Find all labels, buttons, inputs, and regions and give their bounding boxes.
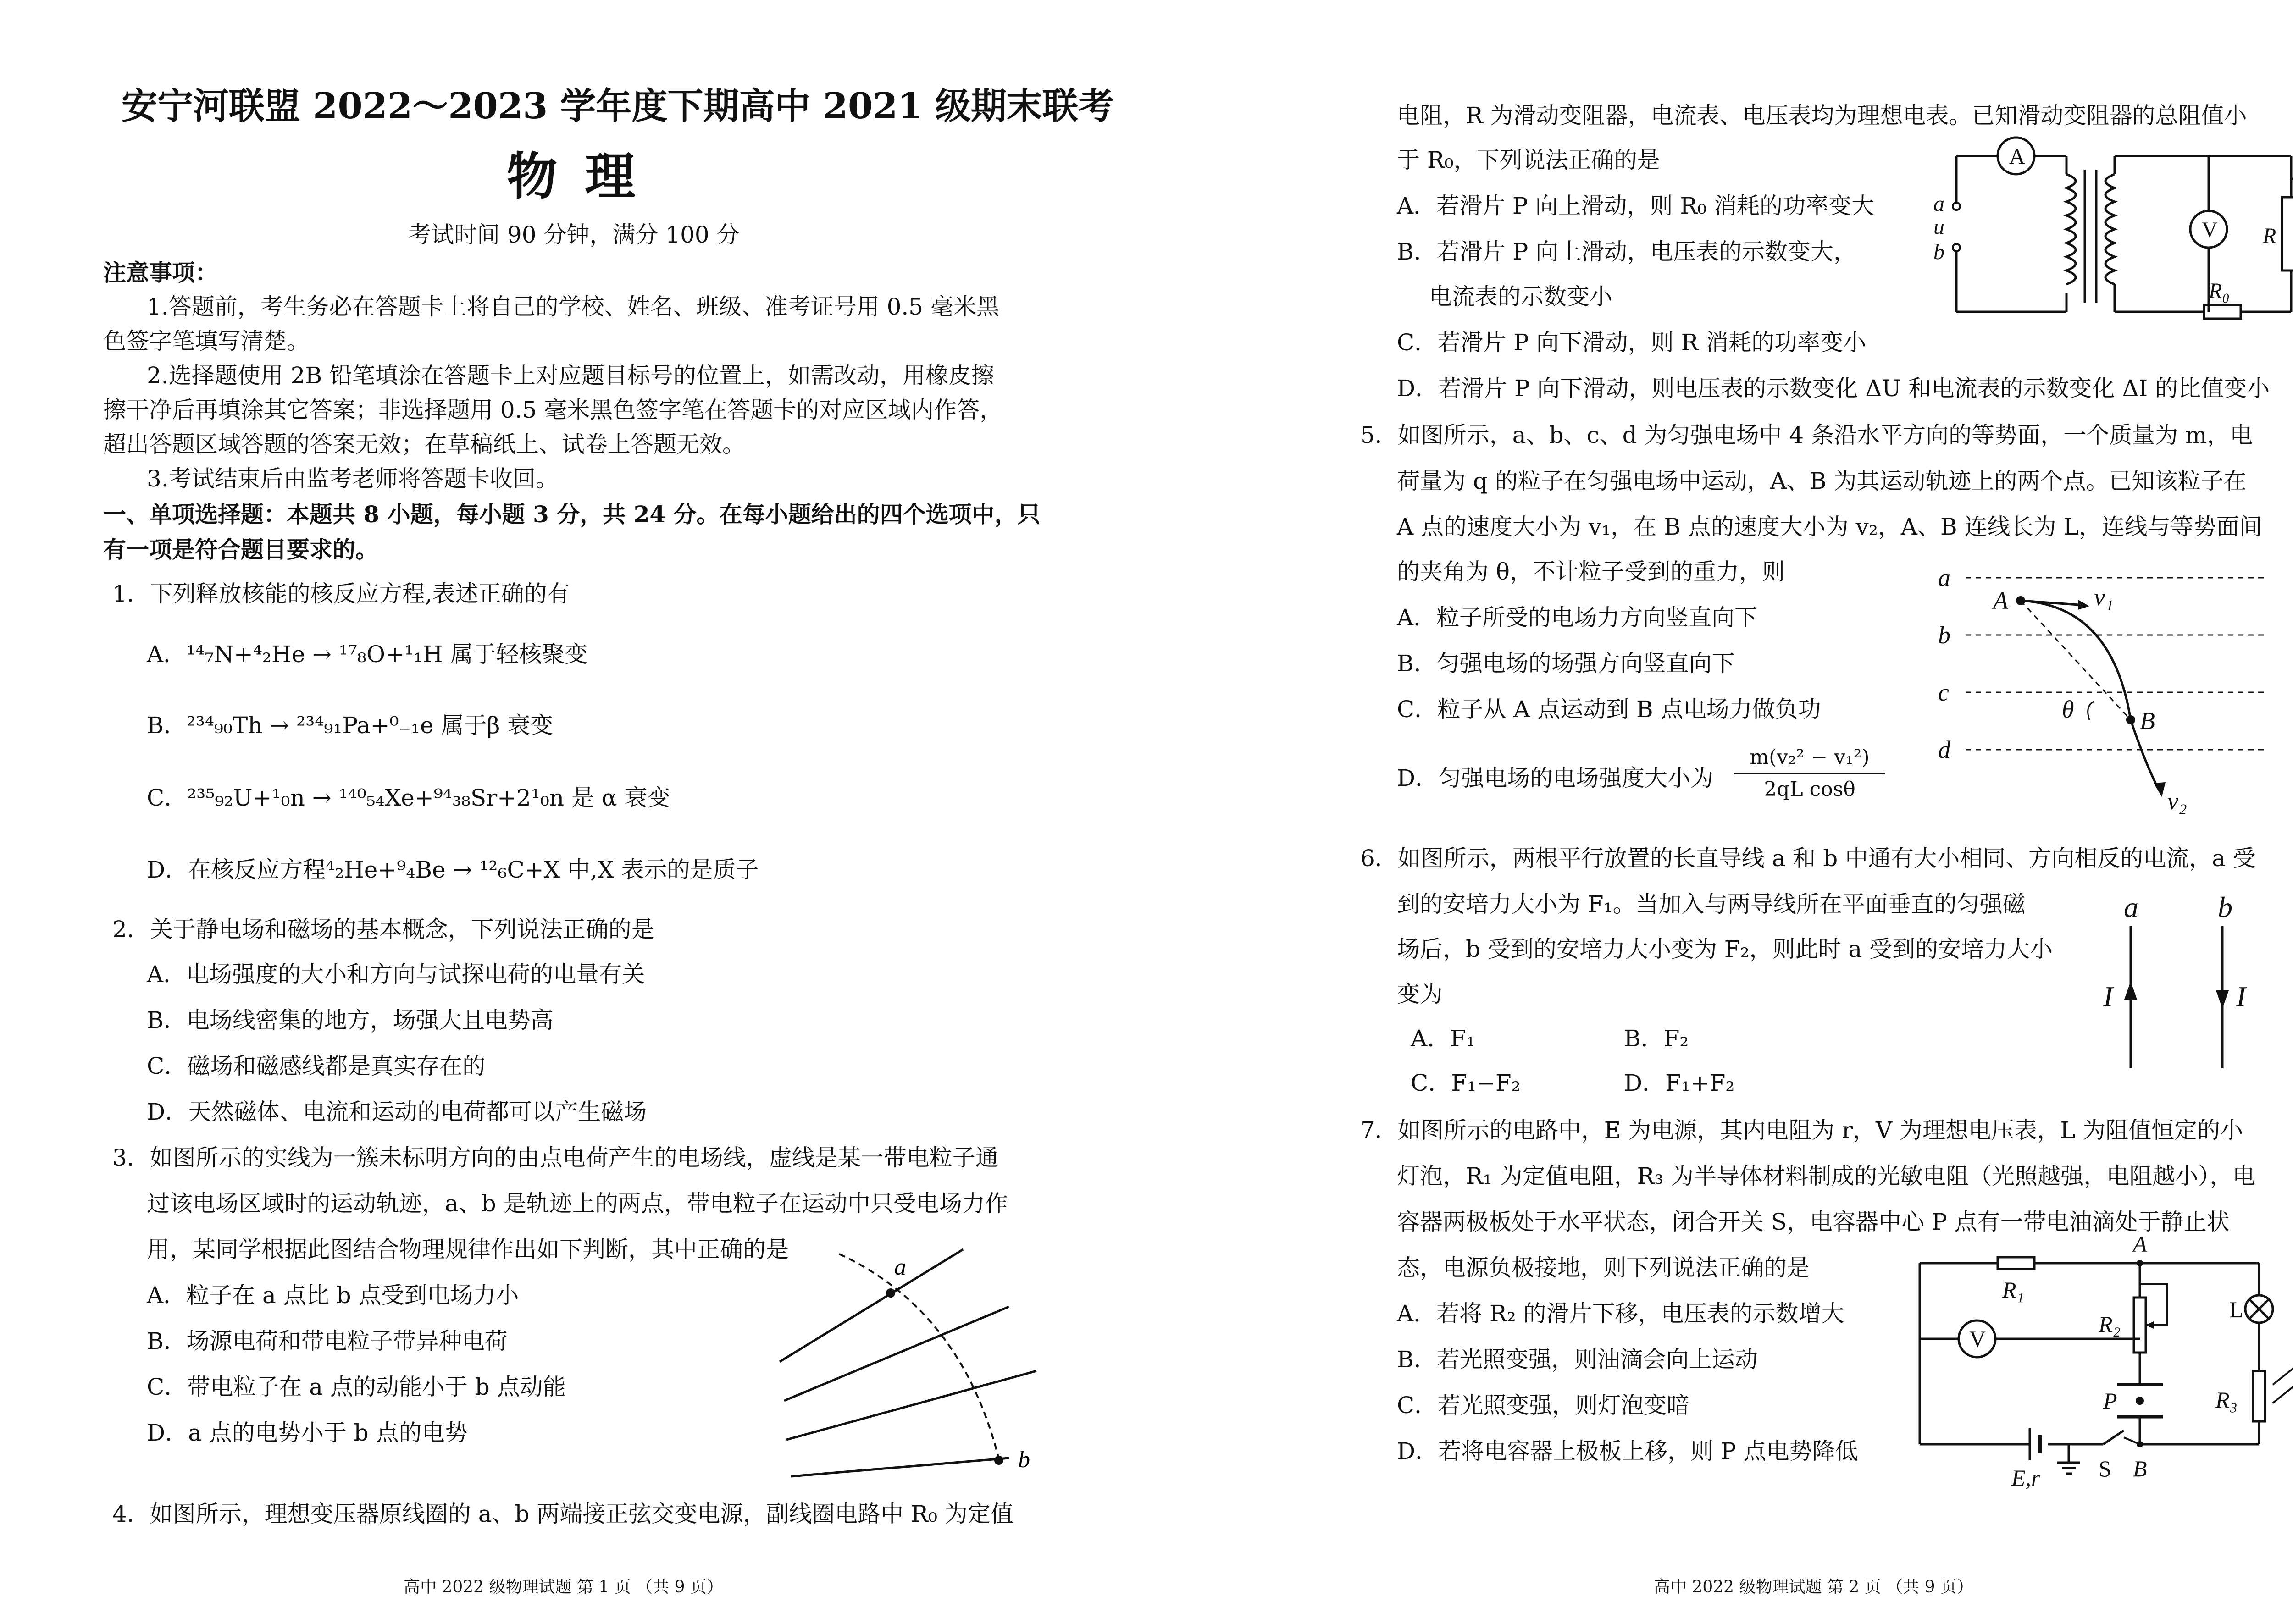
point-P-label: P (2103, 1388, 2117, 1414)
question-3-stem: 3．如图所示的实线为一簇未标明方向的由点电荷产生的电场线，虚线是某一带电粒子通 (112, 1144, 998, 1171)
point-a (886, 1288, 895, 1298)
label-c: c (1938, 679, 1949, 706)
angle-arc (2088, 702, 2094, 720)
lamp-label: L (2229, 1297, 2243, 1322)
question-4-stem: 电阻，R 为滑动变阻器，电流表、电压表均为理想电表。已知滑动变阻器的总阻值小 (1397, 102, 2247, 129)
question-1-stem: 1．下列释放核能的核反应方程,表述正确的有 (112, 580, 570, 607)
terminal-a-label: a (1933, 192, 1944, 216)
section-heading: 一、单项选择题：本题共 8 小题，每小题 3 分，共 24 分。在每小题给出的四个选项中，只 (103, 501, 1041, 528)
question-3-option-c: C．带电粒子在 a 点的动能小于 b 点动能 (147, 1374, 566, 1400)
question-3-option-b: B．场源电荷和带电粒子带异种电荷 (147, 1328, 508, 1354)
resistor-R1 (1998, 1257, 2034, 1269)
point-B-label: B (2140, 707, 2155, 735)
question-4-option-d: D．若滑片 P 向下滑动，则电压表的示数变化 ΔU 和电流表的示数变化 ΔI 的比值变小 (1397, 375, 2270, 402)
node-B-label: B (2133, 1456, 2147, 1481)
current-a-label: I (2103, 980, 2113, 1013)
ammeter-label: A (2009, 144, 2025, 169)
question-5-stem: 的夹角为 θ，不计粒子受到的重力，则 (1397, 558, 1785, 585)
oil-drop-P (2136, 1397, 2144, 1405)
note-line: 色签字笔填写清楚。 (103, 328, 310, 354)
question-6-option-c: C．F₁−F₂ (1411, 1070, 1521, 1096)
v1-label: v₁ (2094, 583, 2114, 611)
question-4-stem: 于 R₀，下列说法正确的是 (1397, 147, 1660, 173)
note-line: 超出答题区域答题的答案无效；在草稿纸上、试卷上答题无效。 (103, 431, 745, 458)
question-2-stem: 2．关于静电场和磁场的基本概念，下列说法正确的是 (112, 916, 654, 943)
section-heading: 有一项是符合题目要求的。 (103, 536, 378, 563)
r2-label: R₂ (2099, 1311, 2121, 1337)
question-4-option-b: B．若滑片 P 向上滑动，电压表的示数变大， (1397, 238, 1857, 265)
note-line: 2.选择题使用 2B 铅笔填涂在答题卡上对应题目标号的位置上，如需改动，用橡皮擦 (147, 362, 995, 389)
r1-label: R₁ (2002, 1277, 2024, 1303)
subject-heading: 物理 (507, 147, 663, 206)
exam-page-2 (1186, 0, 2293, 1624)
question-4-option-a: A．若滑片 P 向上滑动，则 R₀ 消耗的功率变大 (1397, 193, 1875, 219)
exam-info: 考试时间 90 分钟，满分 100 分 (408, 221, 740, 248)
note-line: 3.考试结束后由监考老师将答题卡收回。 (147, 465, 559, 492)
voltmeter-label: V (2202, 218, 2218, 242)
question-7-stem: 态，电源负极接地，则下列说法正确的是 (1397, 1254, 1810, 1281)
field-line (780, 1249, 963, 1362)
question-7-stem: 容器两极板处于水平状态，闭合开关 S，电容器中心 P 点有一带电油滴处于静止状 (1397, 1209, 2230, 1235)
question-5-stem: A 点的速度大小为 v₁，在 B 点的速度大小为 v₂，A、B 连线长为 L，连线与等势面间 (1397, 514, 2262, 540)
question-4-figure (1920, 138, 2293, 330)
source-u-label: u (1933, 215, 1944, 239)
current-up-arrow (2124, 981, 2137, 1000)
question-3-figure (770, 1229, 1055, 1486)
primary-coil (2066, 174, 2076, 284)
question-5-figure (1938, 555, 2293, 815)
label-a: a (1938, 564, 1950, 591)
voltmeter-label: V (1969, 1326, 1986, 1352)
node-A-label: A (2133, 1231, 2147, 1257)
question-7-option-b: B．若光照变强，则油滴会向上运动 (1397, 1346, 1758, 1373)
question-4-option-c: C．若滑片 P 向下滑动，则 R 消耗的功率变小 (1397, 329, 1867, 356)
note-line: 擦干净后再填涂其它答案；非选择题用 0.5 毫米黑色签字笔在答题卡的对应区域内作答， (103, 397, 1003, 423)
question-7-stem: 7．如图所示的电路中，E 为电源，其内电阻为 r，V 为理想电压表，L 为阻值恒定的小 (1360, 1117, 2243, 1143)
question-3-stem: 过该电场区域时的运动轨迹，a、b 是轨迹上的两点，带电粒子在运动中只受电场力作 (147, 1190, 1008, 1217)
switch-label: S (2099, 1456, 2111, 1481)
question-5-stem: 5．如图所示，a、b、c、d 为匀强电场中 4 条沿水平方向的等势面，一个质量为 m，电 (1360, 422, 2253, 448)
question-5-option-d: D．匀强电场的电场强度大小为 (1397, 765, 1714, 791)
secondary-coil (2105, 174, 2115, 284)
field-line (786, 1371, 1036, 1440)
question-7-stem: 灯泡，R₁ 为定值电阻，R₃ 为半导体材料制成的光敏电阻（光照越强，电阻越小），电 (1397, 1163, 2256, 1189)
question-3-option-a: A．粒子在 a 点比 b 点受到电场力小 (147, 1282, 519, 1309)
question-5-stem: 荷量为 q 的粒子在匀强电场中运动，A、B 为其运动轨迹上的两个点。已知该粒子在 (1397, 468, 2247, 494)
label-b: b (1018, 1447, 1030, 1473)
question-4-option-b: 电流表的示数变小 (1429, 283, 1612, 310)
velocity-v1 (2021, 601, 2085, 605)
question-6-figure (2085, 891, 2268, 1077)
question-6-option-a: A．F₁ (1411, 1025, 1475, 1052)
point-A-label: A (1993, 587, 2008, 614)
trajectory (2021, 601, 2158, 789)
terminal-b-label: b (1933, 240, 1944, 264)
question-6-stem: 场后，b 受到的安培力大小变为 F₂，则此时 a 受到的安培力大小 (1397, 936, 2053, 962)
question-6-stem: 变为 (1397, 981, 1443, 1007)
question-7-figure (1892, 1233, 2293, 1490)
page-footer: 高中 2022 级物理试题 第 2 页 （共 9 页） (1654, 1578, 1973, 1596)
wire-a-label: a (2124, 891, 2138, 923)
question-2-option-a: A．电场强度的大小和方向与试探电荷的电量有关 (147, 961, 645, 988)
resistor-R2 (2134, 1298, 2146, 1353)
exam-title: 安宁河联盟 2022～2023 学年度下期高中 2021 级期末联考 (122, 85, 1114, 127)
r0-label: R₀ (2209, 279, 2230, 303)
question-2-option-c: C．磁场和磁感线都是真实存在的 (147, 1053, 486, 1079)
question-3-stem: 用，某同学根据此图结合物理规律作出如下判断，其中正确的是 (147, 1236, 789, 1263)
fraction-bar (1734, 773, 1885, 774)
question-5-option-a: A．粒子所受的电场力方向竖直向下 (1397, 604, 1758, 631)
current-down-arrow (2216, 990, 2229, 1009)
question-2-option-d: D．天然磁体、电流和运动的电荷都可以产生磁场 (147, 1099, 647, 1125)
question-1-option-a: A．¹⁴₇N+⁴₂He → ¹⁷₈O+¹₁H 属于轻核聚变 (147, 641, 588, 668)
rheostat-R (2282, 197, 2293, 271)
question-2-option-b: B．电场线密集的地方，场强大且电势高 (147, 1007, 554, 1033)
source-label: E,r (2011, 1465, 2040, 1491)
notes-heading: 注意事项： (103, 259, 218, 286)
question-5-option-b: B．匀强电场的场强方向竖直向下 (1397, 650, 1735, 677)
question-5-option-c: C．粒子从 A 点运动到 B 点电场力做负功 (1397, 696, 1821, 723)
question-6-stem: 到的安培力大小为 F₁。当加入与两导线所在平面垂直的匀强磁 (1397, 891, 2026, 917)
page-footer: 高中 2022 级物理试题 第 1 页 （共 9 页） (404, 1578, 723, 1596)
question-7-option-c: C．若光照变强，则灯泡变暗 (1397, 1392, 1690, 1419)
question-7-option-a: A．若将 R₂ 的滑片下移，电压表的示数增大 (1397, 1300, 1844, 1327)
question-6-option-d: D．F₁+F₂ (1624, 1070, 1735, 1096)
question-4-stem: 4．如图所示，理想变压器原线圈的 a、b 两端接正弦交变电源，副线圈电路中 R₀ 为定值 (112, 1501, 1014, 1527)
question-1-option-b: B．²³⁴₉₀Th → ²³⁴₉₁Pa+⁰₋₁e 属于β 衰变 (147, 712, 554, 739)
switch-S (2103, 1431, 2124, 1444)
r3-label: R₃ (2215, 1387, 2238, 1413)
trajectory-dashed (839, 1254, 1000, 1463)
photoresistor-R3 (2253, 1371, 2265, 1421)
question-1-option-c: C．²³⁵₉₂U+¹₀n → ¹⁴⁰₅₄Xe+⁹⁴₃₈Sr+2¹₀n 是 α 衰变 (147, 784, 670, 811)
question-3-option-d: D．a 点的电势小于 b 点的电势 (147, 1420, 468, 1446)
label-d: d (1938, 736, 1950, 763)
theta-label: θ (2062, 696, 2074, 723)
label-b: b (1938, 621, 1950, 649)
field-line (791, 1458, 1009, 1476)
point-b (994, 1456, 1003, 1465)
formula-denominator: 2qL cosθ (1764, 778, 1855, 801)
formula-numerator: m(v₂² − v₁²) (1750, 746, 1870, 769)
note-line: 1.答题前，考生务必在答题卡上将自己的学校、姓名、班级、准考证号用 0.5 毫米黑 (147, 293, 1000, 320)
question-7-option-d: D．若将电容器上极板上移，则 P 点电势降低 (1397, 1438, 1858, 1464)
question-1-option-d: D．在核反应方程⁴₂He+⁹₄Be → ¹²₆C+X 中,X 表示的是质子 (147, 856, 759, 883)
rheostat-label: R (2263, 224, 2276, 248)
question-6-stem: 6．如图所示，两根平行放置的长直导线 a 和 b 中通有大小相同、方向相反的电流，a 受 (1360, 845, 2256, 872)
current-b-label: I (2236, 980, 2246, 1013)
wire-b-label: b (2218, 891, 2232, 923)
label-a: a (894, 1254, 906, 1280)
question-6-option-b: B．F₂ (1624, 1025, 1689, 1052)
v2-label: v₂ (2167, 787, 2187, 815)
